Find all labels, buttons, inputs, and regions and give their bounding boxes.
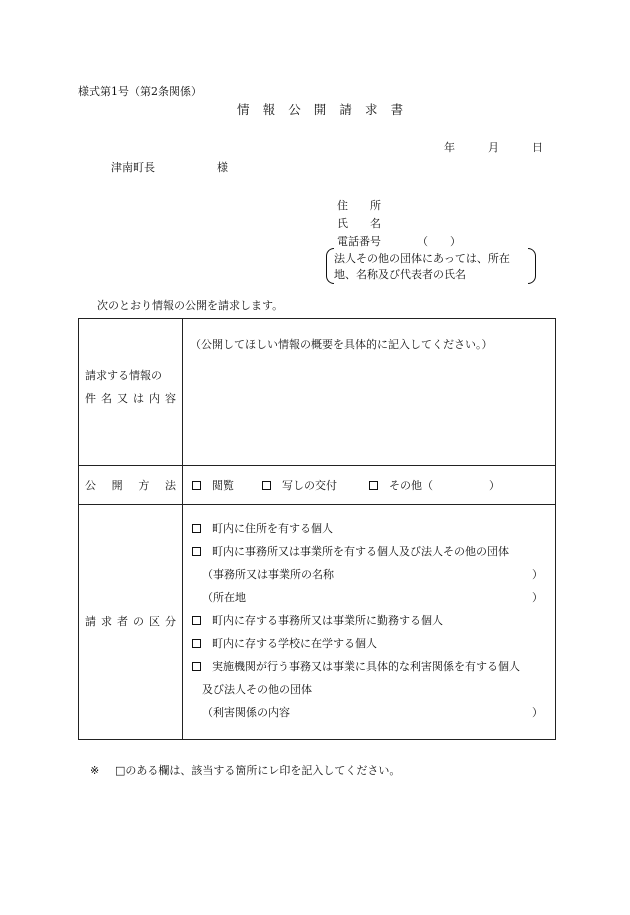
- label-char: 件: [85, 392, 96, 405]
- label-char: 法: [164, 479, 176, 492]
- requester-category-options-cell: [183, 505, 556, 740]
- category-interested-party-cont: 及び法人その他の団体: [202, 683, 312, 696]
- checkbox[interactable]: [192, 616, 201, 625]
- option-label: その他（: [389, 479, 433, 492]
- office-location-field: （所在地: [202, 591, 246, 604]
- requested-info-label-cell: [79, 319, 183, 466]
- label-char: 請: [85, 615, 96, 628]
- requester-category-label: [85, 616, 176, 627]
- disclosure-method-options-cell: [183, 466, 556, 505]
- intro-text: 次のとおり情報の公開を請求します。: [97, 299, 284, 312]
- label-char: 方: [138, 479, 150, 492]
- option-copy[interactable]: [262, 480, 337, 491]
- office-location-close-paren: ）: [532, 591, 543, 604]
- label-char: 区: [149, 615, 160, 628]
- category-label: 町内に存する事務所又は事業所に勤務する個人: [212, 614, 443, 627]
- label-char: 又: [117, 392, 128, 405]
- checkbox[interactable]: [262, 481, 271, 490]
- request-table: [78, 318, 556, 740]
- label-char: 内: [149, 392, 160, 405]
- corporate-note-bracket: [326, 248, 536, 284]
- addressee-honorific: 様: [217, 161, 228, 174]
- bracket-left: [326, 248, 334, 284]
- label-char: 分: [165, 615, 176, 628]
- addressee-name: 津南町長: [111, 161, 155, 174]
- requested-info-input-cell[interactable]: [183, 319, 556, 466]
- day-label: 日: [532, 141, 543, 154]
- interest-details-field: （利害関係の内容: [202, 706, 290, 719]
- option-inspection[interactable]: [192, 480, 234, 491]
- checkbox[interactable]: [369, 481, 378, 490]
- checkbox[interactable]: [192, 639, 201, 648]
- office-name-field: （事務所又は事業所の名称: [202, 568, 334, 581]
- checkbox[interactable]: [192, 524, 201, 533]
- footnote-text: □のある欄は、該当する箇所にレ印を記入してください。: [115, 764, 401, 777]
- checkbox[interactable]: [192, 662, 201, 671]
- disclosure-method-label: [85, 480, 176, 491]
- name-label: 氏 名: [337, 217, 381, 230]
- phone-label: 電話番号: [337, 235, 381, 248]
- category-resident[interactable]: [192, 523, 333, 534]
- other-close-paren: ）: [489, 479, 500, 492]
- option-other[interactable]: [369, 480, 433, 491]
- month-label: 月: [488, 141, 499, 154]
- category-office-in-town[interactable]: [192, 546, 509, 557]
- label-char: 者: [117, 615, 128, 628]
- label-char: 公: [85, 479, 96, 492]
- label-char: は: [133, 392, 144, 405]
- office-name-close-paren: ）: [532, 568, 543, 581]
- category-label: 町内に存する学校に在学する個人: [212, 637, 377, 650]
- corporate-note-line1: 法人その他の団体にあっては、所在: [334, 252, 510, 265]
- requested-info-note: （公開してほしい情報の概要を具体的に記入してください。）: [190, 338, 493, 351]
- address-label: 住 所: [337, 199, 381, 212]
- phone-parens: （ ）: [417, 235, 461, 248]
- disclosure-method-label-cell: [79, 466, 183, 505]
- year-label: 年: [444, 141, 455, 154]
- corporate-note-line2: 地、名称及び代表者の氏名: [334, 268, 466, 281]
- category-label: 実施機関が行う事務又は事業に具体的な利害関係を有する個人: [212, 660, 520, 673]
- category-employee[interactable]: [192, 615, 443, 626]
- date-line: [444, 142, 543, 153]
- label-char: 容: [165, 392, 176, 405]
- bracket-right: [528, 248, 536, 284]
- requested-info-label-line1: 請求する情報の: [85, 369, 162, 382]
- form-number: 様式第1号（第2条関係）: [78, 85, 202, 98]
- checkbox[interactable]: [192, 481, 201, 490]
- category-interested-party[interactable]: [192, 661, 520, 672]
- label-char: の: [133, 615, 144, 628]
- document-title: 情 報 公 開 請 求 書: [237, 102, 404, 117]
- requested-info-label-line2: [85, 393, 176, 404]
- option-label: 閲覧: [212, 479, 234, 492]
- category-label: 町内に住所を有する個人: [212, 522, 333, 535]
- label-char: 求: [101, 615, 112, 628]
- category-label: 町内に事務所又は事業所を有する個人及び法人その他の団体: [212, 545, 509, 558]
- option-label: 写しの交付: [282, 479, 337, 492]
- category-student[interactable]: [192, 638, 377, 649]
- label-char: 名: [101, 392, 112, 405]
- checkbox[interactable]: [192, 547, 201, 556]
- label-char: 開: [111, 479, 123, 492]
- interest-details-close-paren: ）: [532, 706, 543, 719]
- requester-category-label-cell: [79, 505, 183, 740]
- footnote-mark: ※: [90, 764, 100, 777]
